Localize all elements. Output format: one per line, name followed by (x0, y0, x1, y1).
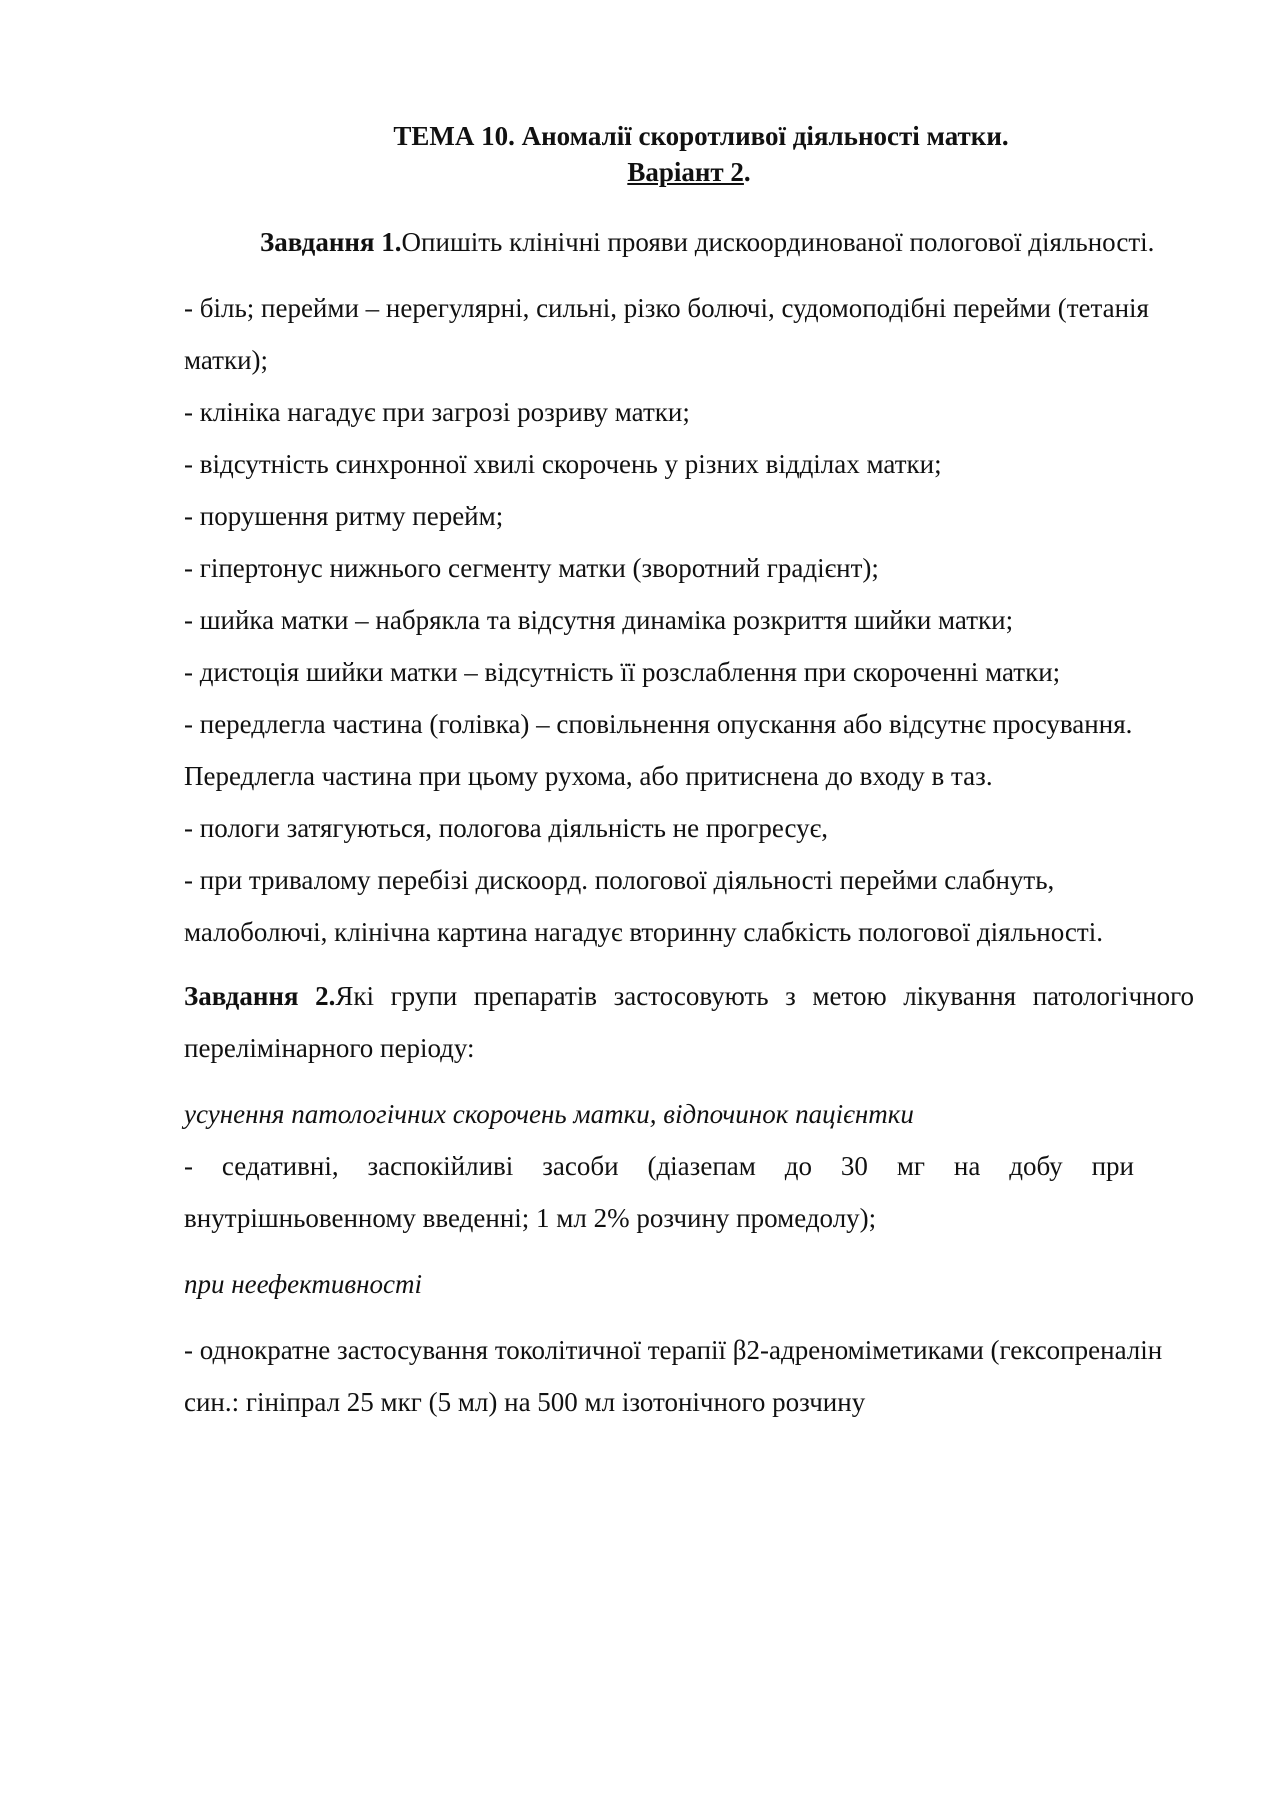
title-variant-dot: . (743, 157, 751, 187)
task-1-answer-item: - гіпертонус нижнього сегменту матки (зворотний градієнт); (184, 553, 879, 583)
task-1-question (184, 216, 1194, 268)
task-1-answer-item: - біль; перейми – нерегулярні, сильні, різко болючі, судомоподібні перейми (тетанія матки); (184, 293, 1149, 375)
task-1-answer-item: - при тривалому перебізі дискоорд. пологової діяльності перейми слабнуть, малоболючі, клінічна картина нагадує вторинну слабкість пологової діяльності. (184, 865, 1103, 947)
task-2-subheading-2: при неефективності (184, 1269, 422, 1299)
title-variant: Варіант 2 (627, 157, 744, 187)
task-2-question-text: Які групи препаратів застосовують з метою лікування патологічного перелімінарного періоду: (184, 981, 1194, 1063)
task-1-answer-item: - пологи затягуються, пологова діяльність не прогресує, (184, 813, 828, 843)
task-1-answer-list (184, 282, 1194, 958)
task-1-answer-item: - передлегла частина (голівка) – сповільнення опускання або відсутнє просування. Передлегла частина при цьому рухома, або притиснена до входу в таз. (184, 709, 1133, 791)
task-1-answer-item: - шийка матки – набрякла та відсутня динаміка розкриття шийки матки; (184, 605, 1014, 635)
task-2-label: Завдання 2. (184, 981, 336, 1011)
task-2-item-1: - седативні, заспокійливі засоби (діазепам до 30 мг на добу при внутрішньовенному введенні; 1 мл 2% розчину промедолу); (184, 1151, 1134, 1233)
task-1-label: Завдання 1. (260, 227, 402, 257)
document-title (184, 118, 1194, 190)
task-1-answer-item: - відсутність синхронної хвилі скорочень у різних відділах матки; (184, 449, 942, 479)
title-topic: ТЕМА 10. Аномалії скоротливої діяльності матки. (393, 121, 1009, 151)
task-2-item-2: - однократне застосування токолітичної терапії β2-адреноміметиками (гексопреналін син.: гініпрал 25 мкг (5 мл) на 500 мл ізотонічного розчину (184, 1335, 1163, 1417)
task-1-question-text: Опишіть клінічні прояви дискоординованої пологової діяльності. (401, 227, 1155, 257)
title-variant-line (184, 154, 1194, 190)
task-1-answer-item: - порушення ритму перейм; (184, 501, 504, 531)
task-1-answer-item: - клініка нагадує при загрозі розриву матки; (184, 397, 690, 427)
task-2-subheading-1: усунення патологічних скорочень матки, відпочинок пацієнтки (184, 1099, 914, 1129)
task-2-question (184, 970, 1194, 1074)
document-content (184, 118, 1194, 1428)
task-1-answer-item: - дистоція шийки матки – відсутність її розслаблення при скороченні матки; (184, 657, 1061, 687)
